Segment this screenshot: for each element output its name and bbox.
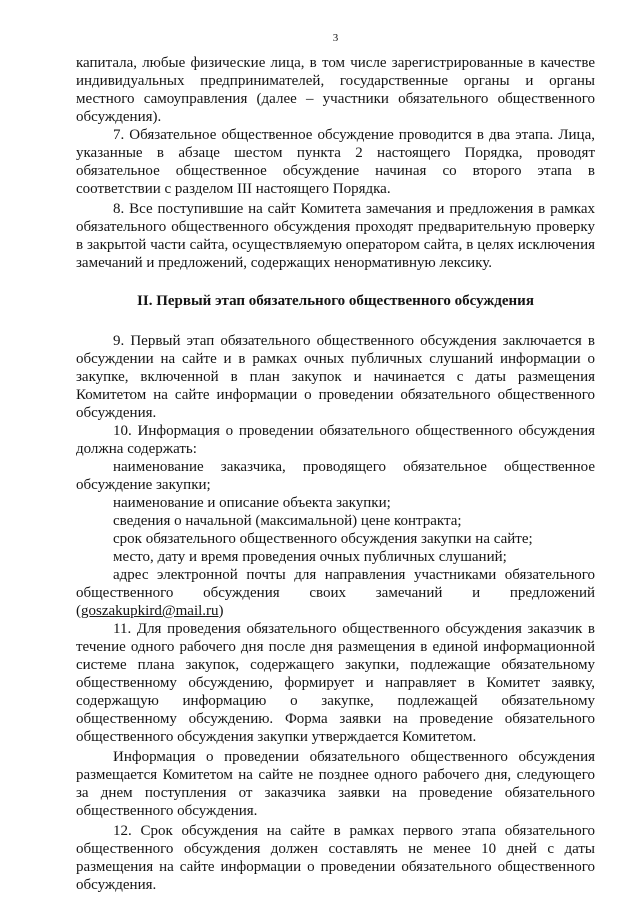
- list-item: наименование и описание объекта закупки;: [113, 495, 391, 511]
- paragraph-8: 8. Все поступившие на сайт Комитета замечания и предложения в рамках обязательного общественного обсуждения проходят предварительную проверку в закрытой части сайта, осуществляемую оператором сайта, в целях исключения замечаний и предложений, содержащих ненормативную лексику.: [76, 201, 595, 271]
- page-number: 3: [332, 32, 339, 44]
- email-link[interactable]: goszakupkird@mail.ru: [81, 603, 219, 619]
- list-item: срок обязательного общественного обсуждения закупки на сайте;: [113, 531, 533, 547]
- paragraph-10: 10. Информация о проведении обязательного общественного обсуждения должна содержать:: [76, 423, 595, 457]
- list-item-email: адрес электронной почты для направления участниками обязательного общественного обсуждения своих замечаний и предложений (goszakupkird@mail.ru): [76, 567, 595, 619]
- list-item: место, дату и время проведения очных публичных слушаний;: [113, 549, 507, 565]
- list-item-email-text: адрес электронной почты для направления участниками обязательного общественного обсуждения своих замечаний и предложений: [76, 567, 595, 601]
- paragraph-11: 11. Для проведения обязательного общественного обсуждения заказчик в течение одного рабочего дня после дня размещения в единой информационной системе плана закупок, содержащего закупки, подлежащие обязательному общественному обсуждению, формирует и направляет в Комитет заявку, содержащую информацию о закупке, подлежащей обязательному общественному обсуждению. Форма заявки на проведение обязательного общественного обсуждения закупки утверждается Комитетом.: [76, 621, 595, 745]
- section-heading: II. Первый этап обязательного общественного обсуждения: [137, 293, 534, 309]
- paragraph-12: 12. Срок обсуждения на сайте в рамках первого этапа обязательного общественного обсуждения должен составлять не менее 10 дней с даты размещения на сайте информации о проведении обязательного общественного обсуждения.: [76, 823, 595, 893]
- paragraph-9: 9. Первый этап обязательного общественного обсуждения заключается в обсуждении на сайте и в рамках очных публичных слушаний информации о закупке, включенной в план закупок и начинается с даты размещения Комитетом на сайте информации о проведении обязательного общественного обсуждения.: [76, 333, 595, 421]
- paragraph-11b: Информация о проведении обязательного общественного обсуждения размещается Комитетом на сайте не позднее одного рабочего дня, следующего за днем поступления от заказчика заявки на проведение обязательного общественного обсуждения.: [76, 749, 595, 819]
- paragraph-continuation: капитала, любые физические лица, в том числе зарегистрированные в качестве индивидуальных предпринимателей, государственные органы и органы местного самоуправления (далее – участники обязательного общественного обсуждения).: [76, 55, 595, 125]
- paragraph-7: 7. Обязательное общественное обсуждение проводится в два этапа. Лица, указанные в абзаце шестом пункта 2 настоящего Порядка, проводят обязательное общественное обсуждение начиная со второго этапа в соответствии с разделом III настоящего Порядка.: [76, 127, 595, 197]
- list-item: сведения о начальной (максимальной) цене контракта;: [113, 513, 462, 529]
- list-item: наименование заказчика, проводящего обязательное общественное обсуждение закупки;: [76, 459, 595, 493]
